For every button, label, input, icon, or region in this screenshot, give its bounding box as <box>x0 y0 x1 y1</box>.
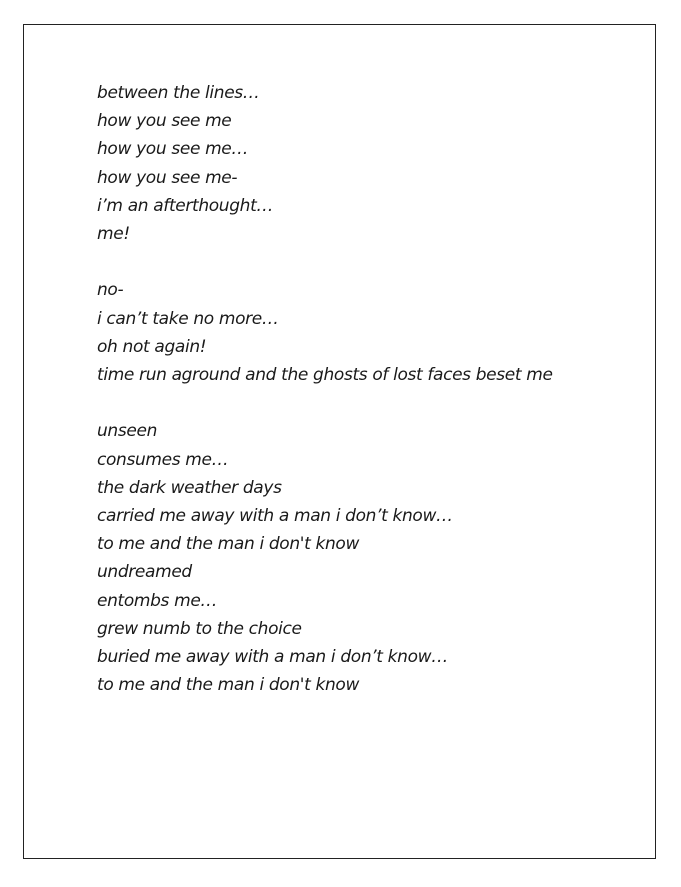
poem-line: carried me away with a man i don’t know… <box>97 506 453 527</box>
poem-line: buried me away with a man i don’t know… <box>97 647 448 668</box>
poem-line: i can’t take no more… <box>97 308 279 329</box>
stanza-1 <box>97 79 637 248</box>
poem-line: to me and the man i don't know <box>97 675 359 696</box>
stanza-3 <box>97 417 637 699</box>
poem-line: consumes me… <box>97 449 229 470</box>
poem-line: how you see me… <box>97 139 249 160</box>
poem-line: i’m an afterthought… <box>97 195 274 216</box>
stanza-2 <box>97 276 637 389</box>
poem-line: how you see me- <box>97 167 238 188</box>
poem-line: between the lines… <box>97 83 260 103</box>
poem-line: time run aground and the ghosts of lost faces beset me <box>97 365 553 386</box>
poem-body <box>97 79 637 699</box>
poem-line: me! <box>97 224 130 245</box>
poem-line: oh not again! <box>97 336 207 357</box>
poem-line: no- <box>97 280 124 301</box>
poem-line: how you see me <box>97 111 232 132</box>
poem-line: entombs me… <box>97 590 218 611</box>
poem-line: grew numb to the choice <box>97 618 302 639</box>
document-page <box>23 24 656 859</box>
poem-line: undreamed <box>97 562 192 583</box>
poem-line: the dark weather days <box>97 477 282 498</box>
poem-line: unseen <box>97 421 157 442</box>
poem-line: to me and the man i don't know <box>97 534 359 555</box>
